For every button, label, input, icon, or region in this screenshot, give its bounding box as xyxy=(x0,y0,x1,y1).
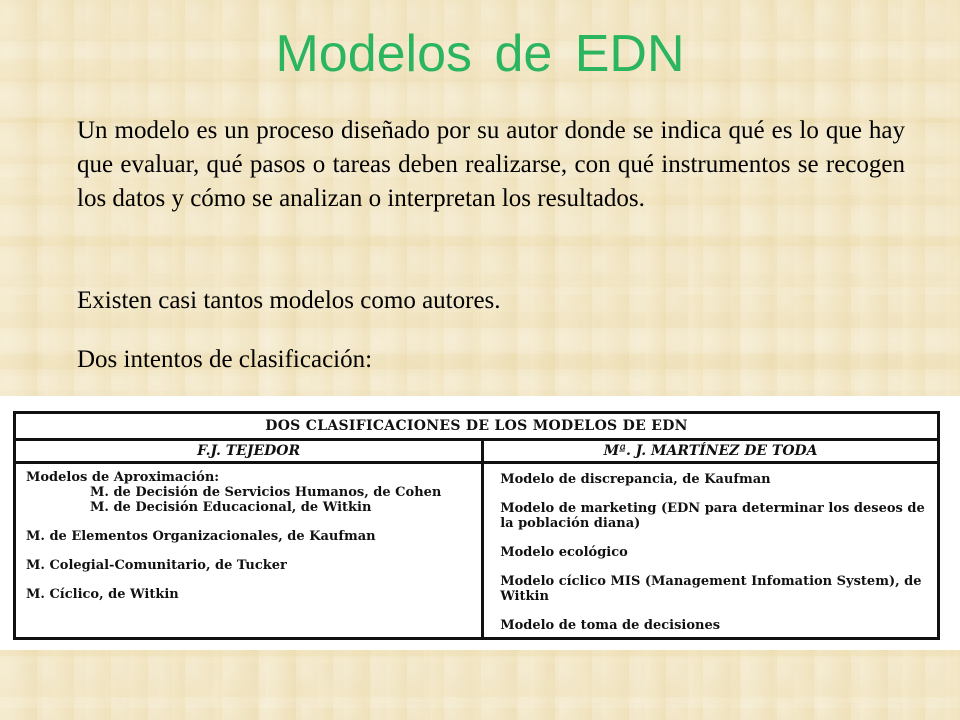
list-item: Modelo cíclico MIS (Management Infomation System), de Witkin xyxy=(500,574,922,604)
right-column-header: Mª. J. MARTÍNEZ DE TODA xyxy=(483,440,939,463)
tejedor-model-list xyxy=(16,464,481,606)
left-column-header: F.J. TEJEDOR xyxy=(15,440,483,463)
list-item: M. de Elementos Organizacionales, de Kaufman xyxy=(26,529,376,544)
list-item: M. Cíclico, de Witkin xyxy=(26,587,179,602)
classification-table xyxy=(13,411,940,640)
list-subitem: M. de Decisión de Servicios Humanos, de Cohen xyxy=(90,485,442,500)
list-item xyxy=(26,470,473,515)
models-count-paragraph: Existen casi tantos modelos como autores. xyxy=(77,287,501,314)
list-item: M. Colegial-Comunitario, de Tucker xyxy=(26,558,287,573)
right-column-cell xyxy=(483,463,939,639)
list-item: Modelo de marketing (EDN para determinar los deseos de la población diana) xyxy=(500,501,925,531)
classification-intro: Dos intentos de clasificación: xyxy=(77,346,373,373)
slide-title: Modelos de EDN xyxy=(275,25,685,83)
classification-figure xyxy=(0,396,960,650)
left-column-cell xyxy=(15,463,483,639)
definition-paragraph: Un modelo es un proceso diseñado por su autor donde se indica qué es lo que hay que evaluar, qué pasos o tareas deben realizarse, con qué instrumentos se recogen los datos y cómo se analizan o interpretan los resultados. xyxy=(77,117,905,212)
martinez-model-list xyxy=(484,464,937,637)
table-heading: DOS CLASIFICACIONES DE LOS MODELOS DE EDN xyxy=(15,413,939,440)
approximation-models-label: Modelos de Aproximación: xyxy=(26,470,220,485)
list-item: Modelo de discrepancia, de Kaufman xyxy=(500,472,771,487)
list-item: Modelo de toma de decisiones xyxy=(500,618,721,633)
list-item: Modelo ecológico xyxy=(500,545,628,560)
list-subitem: M. de Decisión Educacional, de Witkin xyxy=(90,500,372,515)
